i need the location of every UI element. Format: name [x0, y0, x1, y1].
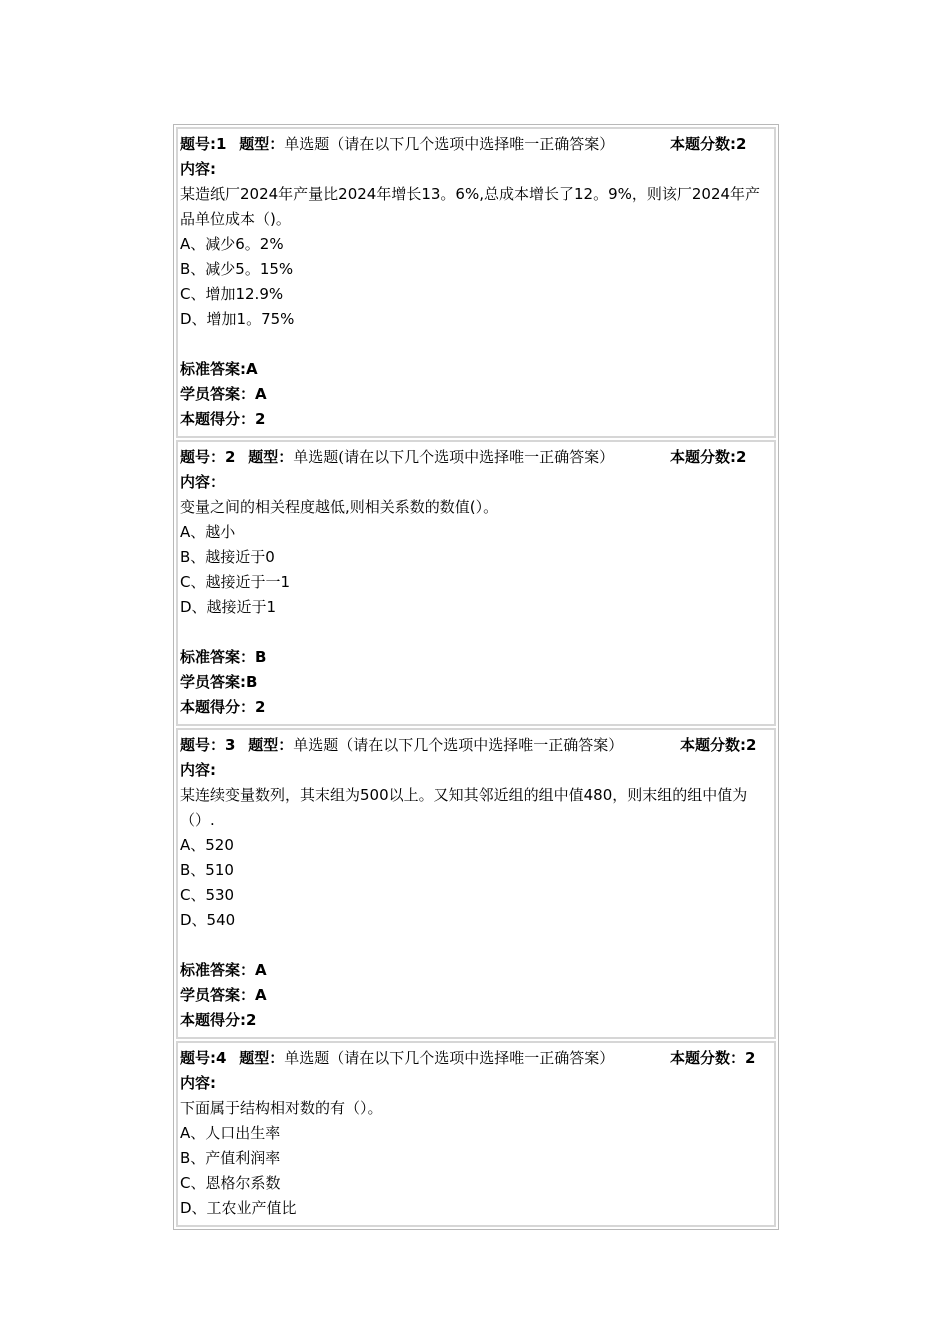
option-c: C、增加12.9% — [180, 285, 284, 303]
question-header — [180, 132, 774, 157]
question-score: 本题分数:2 — [670, 448, 747, 466]
exam-results-sheet — [173, 124, 779, 1230]
content-label: 内容: — [180, 160, 216, 178]
option-d: D、工农业产值比 — [180, 1199, 297, 1217]
option-a: A、520 — [180, 836, 234, 854]
spacer — [180, 933, 774, 958]
question-block-3 — [176, 728, 776, 1039]
standard-answer: 标准答案:A — [180, 360, 258, 378]
option-b: B、510 — [180, 861, 234, 879]
standard-answer: 标准答案：A — [180, 961, 267, 979]
question-type-label: 题型： — [248, 448, 294, 466]
obtained-score: 本题得分：2 — [180, 410, 266, 428]
option-a: A、减少6。2% — [180, 235, 284, 253]
question-header — [180, 1046, 774, 1071]
option-b: B、减少5。15% — [180, 260, 294, 278]
question-number: 题号:4 — [180, 1049, 227, 1067]
content-label: 内容： — [180, 473, 226, 491]
content-label: 内容: — [180, 761, 216, 779]
question-type: 单选题（请在以下几个选项中选择唯一正确答案） — [284, 1049, 615, 1067]
question-number: 题号：3 — [180, 736, 236, 754]
student-answer: 学员答案：A — [180, 986, 267, 1004]
question-stem: 某造纸厂2024年产量比2024年增长13。6%,总成本增长了12。9%，则该厂2024年产品单位成本（)。 — [180, 185, 761, 228]
obtained-score: 本题得分：2 — [180, 698, 266, 716]
standard-answer: 标准答案：B — [180, 648, 267, 666]
question-type-label: 题型： — [239, 1049, 285, 1067]
option-c: C、越接近于一1 — [180, 573, 291, 591]
option-d: D、越接近于1 — [180, 598, 277, 616]
question-number: 题号:1 — [180, 135, 227, 153]
option-a: A、人口出生率 — [180, 1124, 281, 1142]
option-b: B、越接近于0 — [180, 548, 275, 566]
option-d: D、540 — [180, 911, 236, 929]
question-type-label: 题型： — [248, 736, 294, 754]
option-a: A、越小 — [180, 523, 236, 541]
question-number: 题号：2 — [180, 448, 236, 466]
spacer — [180, 332, 774, 357]
student-answer: 学员答案：A — [180, 385, 267, 403]
option-d: D、增加1。75% — [180, 310, 295, 328]
question-score: 本题分数:2 — [670, 135, 747, 153]
spacer — [180, 620, 774, 645]
question-score: 本题分数:2 — [680, 736, 757, 754]
question-block-2 — [176, 440, 776, 726]
option-b: B、产值利润率 — [180, 1149, 281, 1167]
question-header — [180, 733, 774, 758]
question-stem: 某连续变量数列，其末组为500以上。又知其邻近组的组中值480，则末组的组中值为（）. — [180, 786, 748, 829]
question-type-label: 题型： — [239, 135, 285, 153]
question-type: 单选题（请在以下几个选项中选择唯一正确答案） — [284, 135, 615, 153]
obtained-score: 本题得分:2 — [180, 1011, 257, 1029]
content-label: 内容: — [180, 1074, 216, 1092]
question-stem: 变量之间的相关程度越低,则相关系数的数值(）。 — [180, 498, 499, 516]
option-c: C、恩格尔系数 — [180, 1174, 281, 1192]
question-type: 单选题（请在以下几个选项中选择唯一正确答案） — [293, 736, 624, 754]
question-type: 单选题(请在以下几个选项中选择唯一正确答案） — [293, 448, 615, 466]
question-block-1 — [176, 127, 776, 438]
option-c: C、530 — [180, 886, 235, 904]
question-stem: 下面属于结构相对数的有（）。 — [180, 1099, 383, 1117]
question-block-4 — [176, 1041, 776, 1227]
question-header — [180, 445, 774, 470]
student-answer: 学员答案:B — [180, 673, 258, 691]
question-score: 本题分数：2 — [670, 1049, 756, 1067]
